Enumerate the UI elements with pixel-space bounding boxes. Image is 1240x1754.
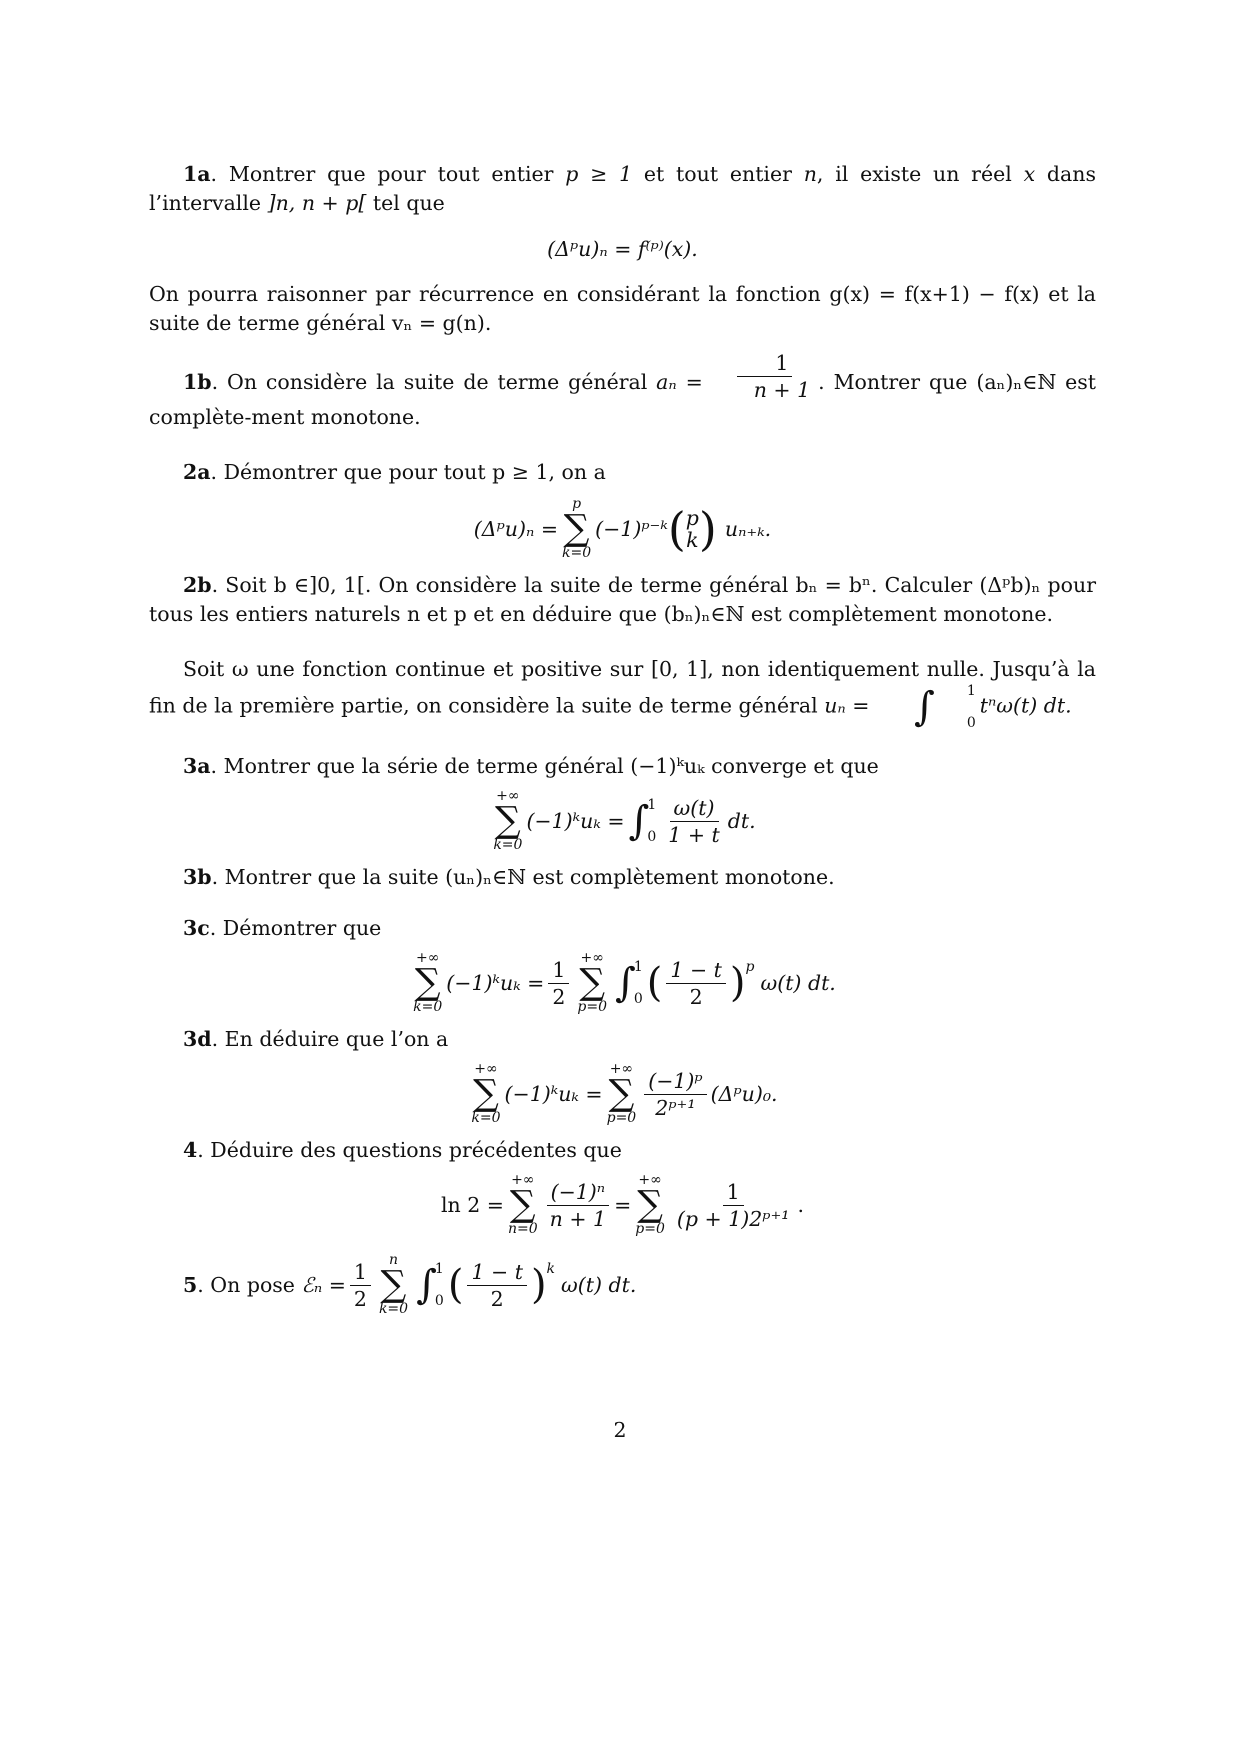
sum-symbol: +∞ ∑ p=0 — [577, 950, 608, 1015]
question-5: 5 . On pose ℰₙ = $\frac{1}{2}$ n ∑ k=0 ∫ 1 0 ( $\frac{1 - t}{2}$ ) $^k$ ω(t) dt. — [183, 1252, 637, 1317]
fraction: $\frac{1 - t}{2}$ — [666, 957, 726, 1010]
hint-1a: On pourra raisonner par récurrence en considérant la fonction g(x) = f(x+1) − f(x) et la suite de terme général vₙ = g(n). — [149, 282, 1096, 335]
fraction: $\frac{1 - t}{2}$ — [467, 1259, 527, 1312]
fraction: $\frac{\text{(−1)ᵖ}}{\text{2ᵖ⁺¹}}$ — [644, 1068, 706, 1121]
formula-3c: +∞ ∑ k=0 (−1)ᵏuₖ = $\frac{1}{2}$ +∞ ∑ p=0 ∫ 1 0 ( $\frac{1 - t}{2}$ ) $^p$ ω(t) dt. — [413, 950, 836, 1015]
fraction: $\frac{1}{2}$ — [548, 957, 569, 1010]
question-label: 3a — [183, 754, 211, 778]
question-3a: 3a. Montrer que la série de terme général (−1)ᵏuₖ converge et que — [183, 754, 879, 778]
fraction: $\frac{1}{\text{(p + 1)2ᵖ⁺¹}}$ — [676, 1179, 790, 1231]
formula-4: ln 2 = +∞ ∑ n=0 $\frac{\text{(−1)ⁿ}}{n + 1}$ = +∞ ∑ p=0 $\frac{1}{\text{(p + 1)2ᵖ⁺¹}}$ . — [440, 1172, 805, 1237]
question-label: 5 — [183, 1272, 198, 1297]
fraction: $\frac{1}{2}$ — [350, 1259, 371, 1312]
integral-symbol: ∫ 1 0 — [913, 683, 976, 731]
formula-1a: (Δᵖu)ₙ = f⁽ᵖ⁾(x). — [547, 236, 698, 261]
sum-symbol: +∞ ∑ k=0 — [471, 1061, 501, 1126]
integral-symbol: ∫ 1 0 — [615, 959, 643, 1007]
binomial: ( p k ) — [667, 502, 717, 556]
question-label: 2b — [183, 573, 212, 597]
question-1a: 1a. Montrer que pour tout entier p ≥ 1 et tout entier n, il existe un réel x dans l’intervalle ]n, n + p[ tel que — [149, 162, 1096, 215]
sum-symbol: +∞ ∑ k=0 — [493, 788, 523, 853]
question-3c: 3c. Démontrer que — [183, 916, 382, 940]
question-label: 1a — [183, 162, 211, 186]
fraction: $\frac{1}{n + 1}$ — [716, 350, 814, 403]
question-label: 4 — [183, 1138, 198, 1162]
sum-symbol: p ∑ k=0 — [562, 496, 592, 561]
fraction: $\frac{\text{(−1)ⁿ}}{n + 1}$ — [546, 1179, 610, 1232]
question-3d: 3d. En déduire que l’on a — [183, 1027, 449, 1051]
integral-symbol: ∫ 1 0 — [416, 1261, 444, 1309]
question-label: 3b — [183, 865, 212, 889]
question-2a: 2a. Démontrer que pour tout p ≥ 1, on a — [183, 460, 606, 484]
formula-2a: (Δᵖu)ₙ = p ∑ k=0 (−1)ᵖ⁻ᵏ ( p k ) uₙ₊ₖ. — [473, 496, 772, 561]
question-2b: 2b. Soit b ∈]0, 1[. On considère la suite de terme général bₙ = bⁿ. Calculer (Δᵖb)ₙ pour tous les entiers naturels n et p et en déduire que (bₙ)ₙ∈ℕ est complètement monotone. — [149, 573, 1096, 626]
question-label: 3c — [183, 916, 210, 940]
sum-symbol: +∞ ∑ k=0 — [413, 950, 443, 1015]
sum-symbol: +∞ ∑ n=0 — [507, 1172, 538, 1237]
sum-symbol: n ∑ k=0 — [378, 1252, 409, 1317]
integral-symbol: ∫ 1 0 — [628, 797, 657, 845]
question-label: 1b — [183, 370, 212, 394]
question-1b: 1b. On considère la suite de terme général aₙ = $\frac{1}{n + 1}$ . Montrer que (aₙ)ₙ∈ℕ est complète-ment monotone. — [149, 351, 1096, 429]
page-number: 2 — [613, 1418, 627, 1442]
fraction: $\frac{\omega(t)}{1 + t}$ — [668, 795, 720, 847]
sum-symbol: +∞ ∑ p=0 — [635, 1172, 665, 1237]
question-3b: 3b. Montrer que la suite (uₙ)ₙ∈ℕ est complètement monotone. — [183, 865, 835, 889]
document-body — [149, 160, 1096, 1317]
sum-symbol: +∞ ∑ p=0 — [606, 1061, 637, 1126]
question-label: 3d — [183, 1027, 212, 1051]
intro-paragraph: Soit ω une fonction continue et positive sur [0, 1], non identiquement nulle. Jusqu’à la fin de la première partie, on considère la suite de terme général uₙ = ∫ 1 0 tⁿω(t) dt. — [149, 657, 1096, 731]
question-4: 4. Déduire des questions précédentes que — [183, 1138, 622, 1162]
formula-3a: +∞ ∑ k=0 (−1)ᵏuₖ = ∫ 1 0 $\frac{\omega(t)}{1 + t}$ dt. — [493, 788, 756, 853]
formula-3d: +∞ ∑ k=0 (−1)ᵏuₖ = +∞ ∑ p=0 $\frac{\text{(−1)ᵖ}}{\text{2ᵖ⁺¹}}$ (Δᵖu)₀. — [471, 1061, 778, 1126]
question-label: 2a — [183, 460, 211, 484]
